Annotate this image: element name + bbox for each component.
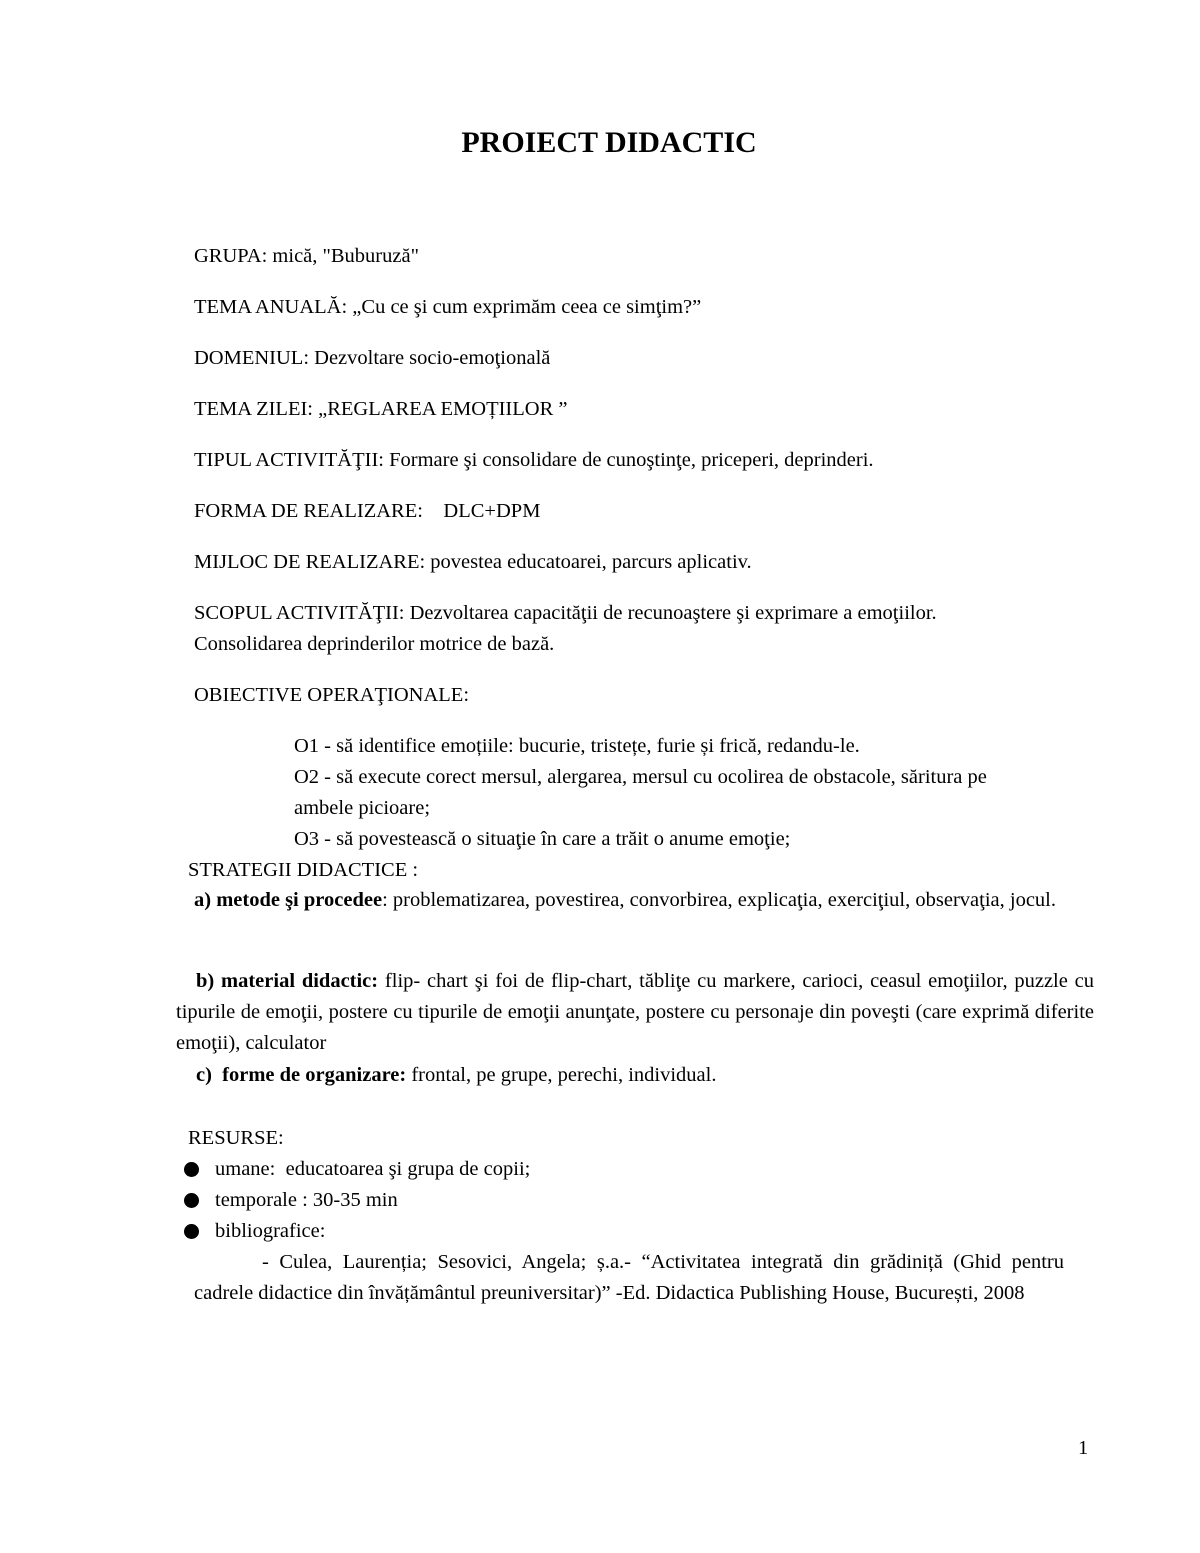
objectives-heading: OBIECTIVE OPERAŢIONALE: — [194, 684, 470, 706]
strategy-b-paragraph — [176, 966, 1094, 1059]
strategy-c-label: c) forme de organizare: — [196, 1064, 407, 1086]
field-tema-anuala: TEMA ANUALĂ: „Cu ce şi cum exprimăm ceea ce simţim?” — [194, 296, 702, 318]
field-tema-zilei: TEMA ZILEI: „REGLAREA EMOȚIILOR ” — [194, 398, 568, 420]
strategies-heading: STRATEGII DIDACTICE : — [188, 859, 419, 881]
objective-o2-line-1: O2 - să execute corect mersul, alergarea, mersul cu ocolirea de obstacole, săritura pe — [294, 766, 987, 788]
bibliography-entry: - Culea, Laurenția; Sesovici, Angela; ș.a.- “Activitatea integrată din grădiniță (Ghid pentru cadrele didactice din învățământul preuniversitar)” -Ed. Didactica Publishing House, București, 2008 — [194, 1251, 1064, 1304]
field-scopul-line-2: Consolidarea deprinderilor motrice de bază. — [194, 633, 555, 655]
field-mijloc-de-realizare: MIJLOC DE REALIZARE: povestea educatoarei, parcurs aplicativ. — [194, 551, 752, 573]
field-forma-de-realizare: FORMA DE REALIZARE: DLC+DPM — [194, 500, 541, 522]
strategy-b-text: flip- chart şi foi de flip-chart, tăbliţe cu markere, carioci, ceasul emoţiilor, puzzle cu tipurile de emoţii, postere cu tipurile de emoţii anunţate, postere cu personaje din poveşti (care exprimă diferite emoţii), calculator — [176, 970, 1095, 1054]
strategy-a-text: : problematizarea, povestirea, convorbirea, explicaţia, exerciţiul, observaţia, jocul. — [382, 889, 1056, 911]
field-grupa: GRUPA: mică, "Buburuză" — [194, 245, 419, 267]
objective-o1: O1 - să identifice emoțiile: bucurie, tristețe, furie și frică, redandu-le. — [294, 735, 860, 757]
strategy-c-text: frontal, pe grupe, perechi, individual. — [406, 1064, 717, 1086]
bullet-icon — [184, 1162, 199, 1177]
strategy-b-label: b) material didactic: — [196, 970, 379, 992]
strategy-c-paragraph — [196, 1060, 716, 1091]
page-title: PROIECT DIDACTIC — [461, 126, 757, 159]
bullet-icon — [184, 1193, 199, 1208]
field-scopul-line-1: SCOPUL ACTIVITĂŢII: Dezvoltarea capacităţii de recunoaştere şi exprimare a emoţiilor. — [194, 602, 937, 624]
objective-o2-line-2: ambele picioare; — [294, 797, 431, 819]
resource-item-umane: umane: educatoarea şi grupa de copii; — [215, 1158, 531, 1180]
resource-item-temporale: temporale : 30-35 min — [215, 1189, 398, 1211]
field-tipul-activitatii: TIPUL ACTIVITĂŢII: Formare şi consolidare de cunoştinţe, priceperi, deprinderi. — [194, 449, 874, 471]
objective-o3: O3 - să povestească o situaţie în care a trăit o anume emoţie; — [294, 828, 791, 850]
resource-item-bibliografice: bibliografice: — [215, 1220, 326, 1242]
page-number: 1 — [1078, 1437, 1089, 1459]
field-domeniul: DOMENIUL: Dezvoltare socio-emoţională — [194, 347, 551, 369]
strategy-a-paragraph — [194, 885, 1094, 916]
strategy-a-label: a) metode şi procedee — [194, 889, 383, 911]
resources-heading: RESURSE: — [188, 1127, 284, 1149]
bullet-icon — [184, 1224, 199, 1239]
